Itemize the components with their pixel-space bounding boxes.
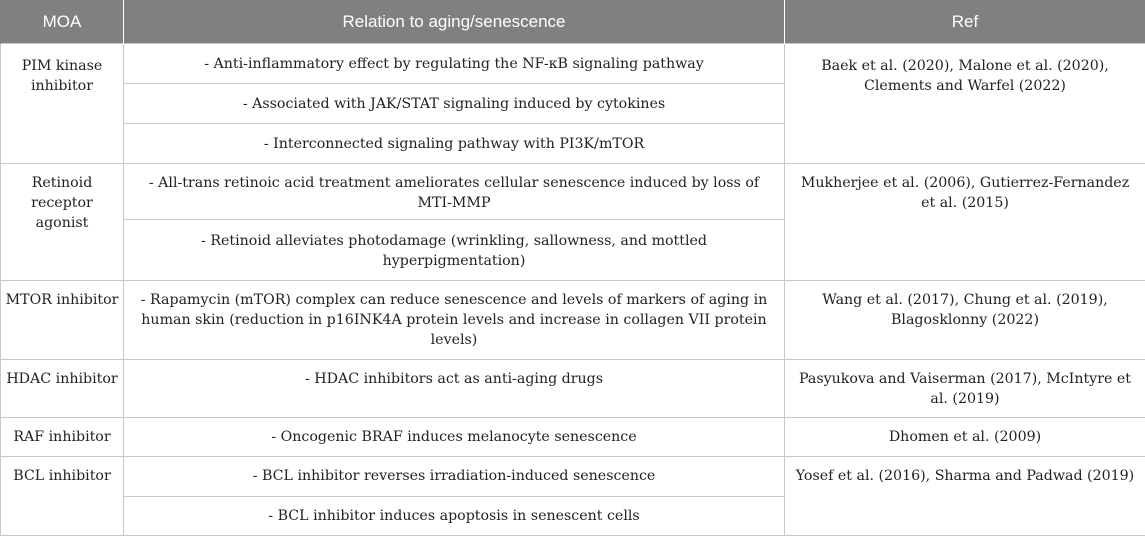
table-row: [1, 281, 1145, 360]
relation-cell: - Interconnected signaling pathway with PI3K/mTOR: [124, 124, 785, 164]
table-row: [1, 164, 1145, 220]
ref-cell: Mukherjee et al. (2006), Gutierrez-Fernandez et al. (2015): [785, 164, 1145, 281]
table-row: [1, 44, 1145, 84]
relation-cell: - Associated with JAK/STAT signaling induced by cytokines: [124, 84, 785, 124]
table-row: [1, 418, 1145, 457]
header-relation: Relation to aging/senescence: [124, 0, 785, 44]
moa-cell: BCL inhibitor: [1, 457, 124, 536]
relation-cell: - All-trans retinoic acid treatment ameliorates cellular senescence induced by loss of MTI-MMP: [124, 164, 785, 220]
ref-cell: Baek et al. (2020), Malone et al. (2020), Clements and Warfel (2022): [785, 44, 1145, 164]
ref-cell: Wang et al. (2017), Chung et al. (2019), Blagosklonny (2022): [785, 281, 1145, 360]
ref-cell: Yosef et al. (2016), Sharma and Padwad (2019): [785, 457, 1145, 536]
moa-cell: Retinoid receptor agonist: [1, 164, 124, 281]
moa-cell: PIM kinase inhibitor: [1, 44, 124, 164]
relation-cell: - Rapamycin (mTOR) complex can reduce senescence and levels of markers of aging in human skin (reduction in p16INK4A protein levels and increase in collagen VII protein levels): [124, 281, 785, 360]
moa-cell: RAF inhibitor: [1, 418, 124, 457]
relation-cell: - Anti-inflammatory effect by regulating the NF-κB signaling pathway: [124, 44, 785, 84]
moa-cell: HDAC inhibitor: [1, 360, 124, 418]
relation-cell: - BCL inhibitor induces apoptosis in senescent cells: [124, 497, 785, 536]
ref-cell: Dhomen et al. (2009): [785, 418, 1145, 457]
relation-cell: - Retinoid alleviates photodamage (wrinkling, sallowness, and mottled hyperpigmentation): [124, 220, 785, 281]
relation-cell: - Oncogenic BRAF induces melanocyte senescence: [124, 418, 785, 457]
header-row: [1, 0, 1145, 44]
moa-cell: MTOR inhibitor: [1, 281, 124, 360]
table-row: [1, 457, 1145, 497]
relation-cell: - BCL inhibitor reverses irradiation-induced senescence: [124, 457, 785, 497]
table-row: [1, 360, 1145, 418]
header-moa: MOA: [1, 0, 124, 44]
ref-cell: Pasyukova and Vaiserman (2017), McIntyre et al. (2019): [785, 360, 1145, 418]
relation-cell: - HDAC inhibitors act as anti-aging drugs: [124, 360, 785, 418]
header-ref: Ref: [785, 0, 1145, 44]
